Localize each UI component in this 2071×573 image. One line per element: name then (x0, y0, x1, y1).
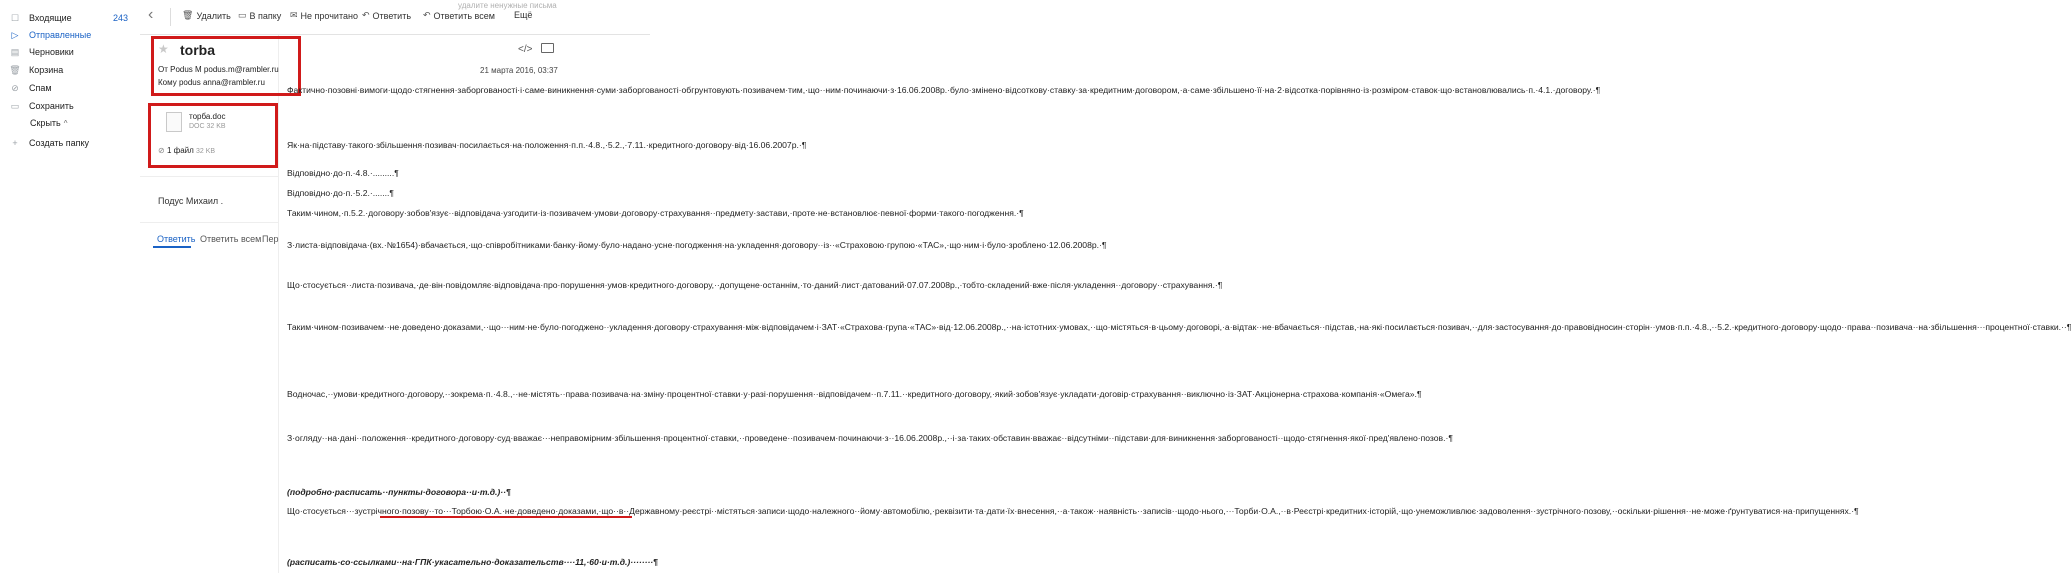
envelope-icon: ✉ (290, 10, 298, 20)
toolbar (140, 0, 650, 35)
unread-count-badge: 243 (112, 13, 128, 23)
paperclip-icon: ⊘ (158, 146, 165, 155)
attachment-count: 1 файл (166, 146, 194, 155)
reply-all-button[interactable] (423, 10, 495, 21)
active-tab-indicator (153, 246, 191, 248)
sidebar-item-drafts[interactable] (0, 42, 140, 62)
create-folder-button[interactable] (0, 133, 140, 153)
sidebar-item-label: Сохранить (29, 101, 74, 111)
divider (170, 8, 171, 26)
mark-unread-label: Не прочитано (300, 10, 358, 21)
paragraph: Відповідно·до·п.·5.2.·.......¶ (287, 188, 395, 198)
sidebar (0, 0, 140, 573)
attachment-meta: DOC 32 KB (189, 123, 226, 130)
delete-button[interactable] (182, 10, 231, 21)
attachment-size: 32 KB (196, 148, 216, 155)
draft-icon: ▤ (10, 46, 20, 57)
code-view-icon[interactable]: </> (518, 44, 533, 55)
chevron-up-icon: ^ (63, 118, 68, 128)
to-line (158, 78, 265, 87)
sidebar-item-label: Корзина (29, 65, 64, 75)
note-paragraph: (расписать·со·ссылками··на·ГПК·укасательно·доказательств····11,·60·и·т.д.)········¶ (287, 557, 658, 567)
create-folder-label: Создать папку (29, 138, 89, 148)
more-label: Ещё (514, 10, 533, 20)
message-date: 21 марта 2016, 03:37 (480, 66, 558, 75)
paragraph: З·огляду··на·дані··положення··кредитного·договору·суд·вважає···неправомірним·збільшення·процентної·ставки,··проведене··позивачем·починаючи·з··16.06.2008р.,··і·за·таких·обставин·вважає··відсутніми··підстави·для·виникнення·заборгованості··щодо·стягнення·якої·пред'явлено·позов.·¶ (287, 433, 1453, 443)
paragraph: Відповідно·до·п.·4.8.·.........¶ (287, 168, 399, 178)
paragraph: Фактично·позовні·вимоги·щодо·стягнення·заборгованості·і·саме·виникнення·суми·заборгованості·обгрунтовують·позивачем·тим,·що··ним·починаючи·з·16.06.2008р.·було·змінено·відсоткову·ставку·за·кредитним·договором,·а·саме·збільшено·її·на·2·відсотка·порівняно·із·розміром·ставок·що·встановлювались·п.·4.1.·договору.·¶ (287, 85, 1601, 95)
trash-icon: 🗑 (182, 10, 194, 20)
paragraph: Таким·чином·позивачем··не·доведено·доказами,··що···ним·не·було·погоджено··укладення·договору·страхування·між·відповідачем·і·ЗАТ·«Страхова·група·«ТАС»·від·12.06.2008р.,··на·істотних·умовах,··що·містяться·в·цьому·договорі,·а·відтак··не·вбачається··підстав,·на·які·посилається·позивач,··для·застосування·до·правовідносин·сторін··умов·п.п.·4.8.,··5.2.·кредитного·договору·щодо··права··позивача··на·збільшення···процентної·ставки.··¶ (287, 322, 2071, 332)
paragraph: Таким·чином,·п.5.2.·договору·зобов'язує··відповідача·узгодити·із·позивачем·умови·договору·страхування··предмету·застави,·проте·не·встановлює·певної·форми·такого·погодження.·¶ (287, 208, 1024, 218)
reply-all-label: Ответить всем (433, 10, 495, 21)
sidebar-item-trash[interactable] (0, 60, 140, 80)
mark-unread-button[interactable] (290, 10, 358, 21)
paragraph: Як·на·підставу·такого·збільшення·позивач·посилається·на·положення·п.п.·4.8.,·5.2.,·7.11.·кредитного·договору·від·16.06.2007р.·¶ (287, 140, 807, 150)
sender-name: Подус Михаил . (158, 196, 224, 206)
attachment-summary[interactable] (158, 146, 215, 155)
paragraph: З·листа·відповідача·(вх.·№1654)·вбачається,·що·співробітниками·банку·йому·було·надано·усне·погодження·на·укладення·договору··із··«Страховою·групою·«ТАС»,·що·ним·і·було·зроблено·12.06.2008р.·¶ (287, 240, 1107, 250)
folder-icon: ▭ (238, 10, 247, 20)
message-subject: torba (180, 42, 215, 58)
star-icon[interactable]: ★ (158, 42, 169, 56)
divider (140, 222, 278, 223)
hide-folders-label: Скрыть (30, 118, 61, 128)
inbox-icon: ☐ (10, 12, 20, 23)
delete-label: Удалить (196, 10, 231, 21)
paragraph: Водночас,··умови·кредитного·договору,··зокрема·п.·4.8.,··не·містять··права·позивача·на·зміну·процентної·ставки·у·разі·порушення··відповідачем··п.7.11.··кредитного·договору,·який·зобов'язує·укладати·договір·страхування··виключно·із·ЗАТ·Акціонерна·страхова·компанія·«Омега».¶ (287, 389, 1422, 399)
doc-file-icon[interactable] (166, 112, 182, 132)
red-underline-highlight (380, 516, 632, 518)
from-value[interactable]: Podus M podus.m@rambler.ru (170, 65, 279, 74)
save-icon: ▭ (10, 100, 20, 111)
trash-icon: 🗑 (9, 64, 21, 75)
tab-reply-all[interactable]: Ответить всем (200, 234, 262, 244)
tab-forward[interactable]: Пер (262, 234, 279, 244)
paragraph: Що·стосується··листа·позивача,·де·він·повідомляє·відповідача·про·порушення·умов·кредитного·договору,··допущене·останнім,·то·даний·лист·датований·07.07.2008р.,·тобто·складений·вже·після·укладення··договору··страхування.·¶ (287, 280, 1223, 290)
to-value[interactable]: podus anna@rambler.ru (178, 78, 265, 87)
attachment-name[interactable]: торба.doc (189, 112, 226, 121)
move-to-folder-button[interactable] (238, 10, 281, 21)
tab-reply[interactable]: Ответить (157, 234, 196, 244)
send-icon: ▷ (11, 29, 19, 40)
paragraph: Що·стосується···зустрічного·позову··то···Торбою·О.А.·не·доведено·доказами,·що··в··Державному·реєстрі··містяться·записи·щодо·належного··йому·автомобілю,·реквізити·та·дати·їх·внесення,··а·також··наявність··записів··щодо·нього,···Торби·О.А.,··в·Реєстрі·кредитних·історій,·що·унеможливлює·задоволення··зустрічного·позову,··оскільки·рішення··не·може·ґрунтуватися·на·припущеннях.·¶ (287, 506, 1859, 516)
move-to-folder-label: В папку (249, 10, 282, 21)
back-arrow-icon: ‹ (148, 6, 154, 23)
from-label: От (158, 65, 168, 74)
sidebar-item-label: Спам (29, 83, 52, 93)
sidebar-item-spam[interactable] (0, 78, 140, 98)
more-button[interactable] (514, 10, 532, 20)
note-paragraph: (подробно·расписать··пункты·договора··и·т.д.)··¶ (287, 487, 511, 497)
plus-icon: + (12, 138, 18, 148)
reply-button[interactable] (362, 10, 411, 21)
reply-icon: ↶ (362, 10, 370, 20)
top-hint: удалите ненужные письма (458, 1, 557, 10)
sidebar-item-label: Входящие (29, 13, 72, 23)
hide-folders-toggle[interactable] (0, 113, 140, 133)
from-line (158, 65, 279, 74)
print-icon[interactable] (541, 43, 554, 53)
sidebar-item-label: Отправленные (29, 30, 92, 40)
to-label: Кому (158, 78, 177, 87)
divider (140, 176, 278, 177)
back-button[interactable] (148, 6, 153, 24)
reply-all-icon: ↶ (423, 10, 431, 20)
spam-icon: ⊘ (11, 82, 19, 93)
reply-label: Ответить (372, 10, 412, 21)
sidebar-item-label: Черновики (29, 47, 74, 57)
